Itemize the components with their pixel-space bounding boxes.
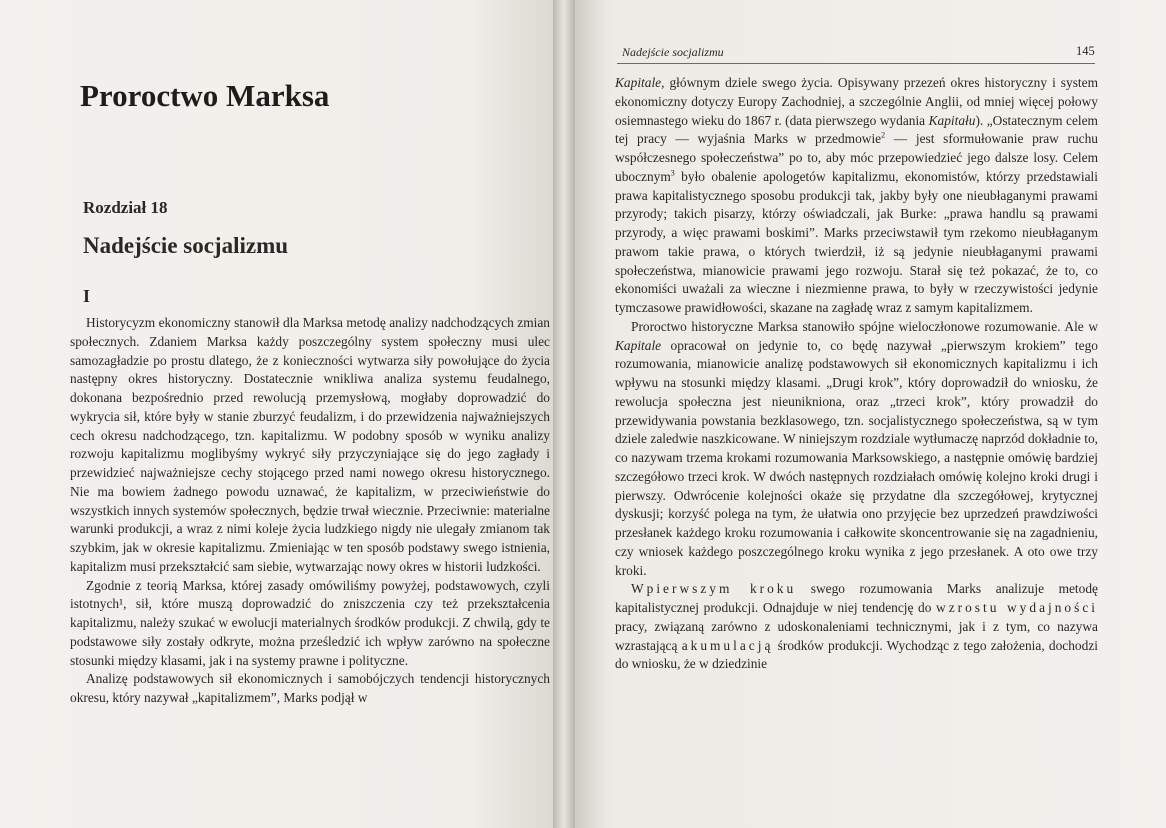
left-body-text — [70, 314, 550, 708]
text-run: Proroctwo historyczne Marksa stanowiło spójne wieloczłonowe rozumowanie. Ale w — [631, 318, 1098, 334]
paragraph — [615, 580, 1098, 674]
text-run: środków produkcji. Wychodząc z tego założenia, dochodzi do wniosku, że w dziedzinie — [615, 637, 1098, 672]
paragraph: Historycyzm ekonomiczny stanowił dla Marksa metodę analizy nadchodzących zmian społecznych. Zdaniem Marksa każdy poszczególny system społeczny musi ulec samozagładzie po prostu dlatego, że z konieczności wytwarza siły powołujące do życia następny okres historyczny. Dostateczniе wnikliwa analiza systemu feudalnego, dokonana bezpośrednio przed rewolucją przemysłową, mogłaby doprowadzić do wykrycia sił, które były w stanie zburzyć feudalizm, i do przewidzenia najważniejszych cech okresu nadchodzącego, tzn. kapitalizmu. W podobny sposób w wyniku analizy rozwoju kapitalizmu moglibyśmy wykryć siły przyczyniające się do jego zagłady i przewidzieć najważniejsze cechy stojącego przed nami nowego okresu historycznego. Nie ma bowiem żadnego powodu uznawać, że kapitalizm, w przeciwieństwie do wszystkich innych systemów społecznych, będzie trwał wiecznie. Przeciwnie: materialne warunki produkcji, a wraz z nimi koleje życia ludzkiego nigdy nie ulegały zmianom tak szybkim, jak w okresie kapitalizmu. Zmieniając w ten sposób podstawy swego istnienia, kapitalizm musi przekształcić sam siebie, wytwarzając nowy okres w historii ludzkości. — [70, 315, 550, 574]
text-run: ). „Ostatecznym celem tej pracy — wyjaśnia Marks w przedmowie — [615, 112, 1098, 147]
page-number: 145 — [1076, 44, 1095, 58]
spaced-emphasis: akumulacją — [681, 637, 774, 653]
chapter-number: Rozdział 18 — [83, 198, 168, 217]
text-run: swego rozumowania Marks analizuje metodę kapitalistycznej produkcji. Odnajduje w niej tendencję do — [615, 581, 1098, 615]
header-rule — [617, 63, 1095, 64]
book-title-italic: Kapitale — [615, 337, 662, 353]
footnote-ref[interactable]: 2 — [881, 130, 886, 140]
book-title-italic: Kapitale — [615, 75, 662, 90]
text-run: było obalenie apologetów kapitalizmu, ekonomistów, którzy przedstawiali prawa kapitalistycznego sposobu produkcji tak, jakby były one nieubłaganymi prawami przyrody; takich pisarzy, którzy oświadczali, jak Burke: „prawa handlu są prawami przyrody, a więc prawami boskimi”. Marks przeciwstawił tym rzekomo nieubłaganym prawom takie prawa, o których twierdził, iż są jedynie nieubłaganymi prawami społeczeństwa, mianowicie prawami jego rozwoju. Starał się też pokazać, że to, co ekonomiści uważali za wieczne i niezmienne prawa, to były w rzeczywistości jedynie tymczasowe prawidłowości, skazane na zagładę wraz z samym kapitalizmem. — [615, 168, 1098, 315]
footnote-ref[interactable]: 3 — [670, 168, 675, 178]
section-title: Nadejście socjalizmu — [83, 233, 289, 258]
book-gutter — [553, 0, 575, 828]
spaced-emphasis: wzrostu wydajności — [936, 600, 1099, 615]
book-title-italic: Kapitału — [928, 112, 976, 128]
section-numeral: I — [83, 286, 91, 306]
paragraph: Zgodnie z teorią Marksa, której zasady omówiliśmy powyżej, podstawowych, czyli istotnych¹, sił, które muszą doprowadzić do zniszczenia czy też przekształcenia kapitalizmu, należy szukać w ewolucji materialnych środków produkcji. Z chwilą, gdy te podstawowe siły zostały odkryte, można prześledzić ich wpływ zarówno na społeczne stosunki między klasami, jak i na systemy prawne i polityczne. — [70, 577, 550, 668]
text-run: — jest sformułowanie praw ruchu współczesnego społeczeństwa” po to, aby móc przepowiedzieć jego dalsze losy. Celem ubocznym — [615, 131, 1099, 184]
right-body-text — [615, 74, 1098, 674]
running-head: Nadejście socjalizmu — [622, 45, 724, 59]
left-page — [0, 0, 553, 828]
right-page — [575, 0, 1166, 828]
chapter-title: Proroctwo Marksa — [80, 78, 330, 113]
paragraph — [615, 74, 1098, 318]
text-run: pracy, związaną zarówno z udoskonaleniami technicznymi, jak i z tym, co nazywa wzrastającą — [615, 618, 1098, 653]
text-run: , głównym dziele swego życia. Opisywany przezeń okres historyczny i system ekonomiczny dotyczy Europy Zachodniej, a szczególnie Anglii, od mniej więcej połowy osiemnastego wieku do 1867 r. (data pierwszego wydania — [615, 75, 1098, 128]
paragraph: Analizę podstawowych sił ekonomicznych i samobójczych tendencji historycznych okresu, który nazywał „kapitalizmem”, Marks podjął w — [70, 671, 550, 705]
text-run: opracował on jedynie to, co będę nazywał „pierwszym krokiem” tego rozumowania, mianowicie analizę podstawowych sił ekonomicznych kapitalizmu i ich wpływu na stosunki między klasami. „Drugi krok”, który doprowadził do wniosku, że rewolucja społeczna jest nieunikniona, oraz „trzeci krok”, który prowadził do przewidywania powstania bezklasowego, tzn. socjalistycznego społeczeństwa, są w tym dziele zaledwie naszkicowane. W niniejszym rozdziale wytłumaczę naprzód dokładnie to, co nazywam trzema krokami rozumowania Marksowskiego, a następnie omówię bardziej szczegółowo trzeci krok. W dwóch następnych rozdziałach omówię kolejno kroki drugi i pierwszy. Odwrócenie kolejności okaże się przydatne dla szczegółowej, krytycznej dyskusji; korzyść polega na tym, że ułatwia ono przyjęcie bez uprzedzeń prawdziwości przesłanek każdego kroku rozumowania i całkowite skoncentrowanie się na zagadnieniu, czy wniosek każdego poszczególnego kroku wynika z jego przesłanek. A oto owe trzy kroki. — [615, 337, 1098, 578]
paragraph — [615, 318, 1098, 581]
spaced-emphasis: Wpierwszym kroku — [631, 581, 797, 597]
